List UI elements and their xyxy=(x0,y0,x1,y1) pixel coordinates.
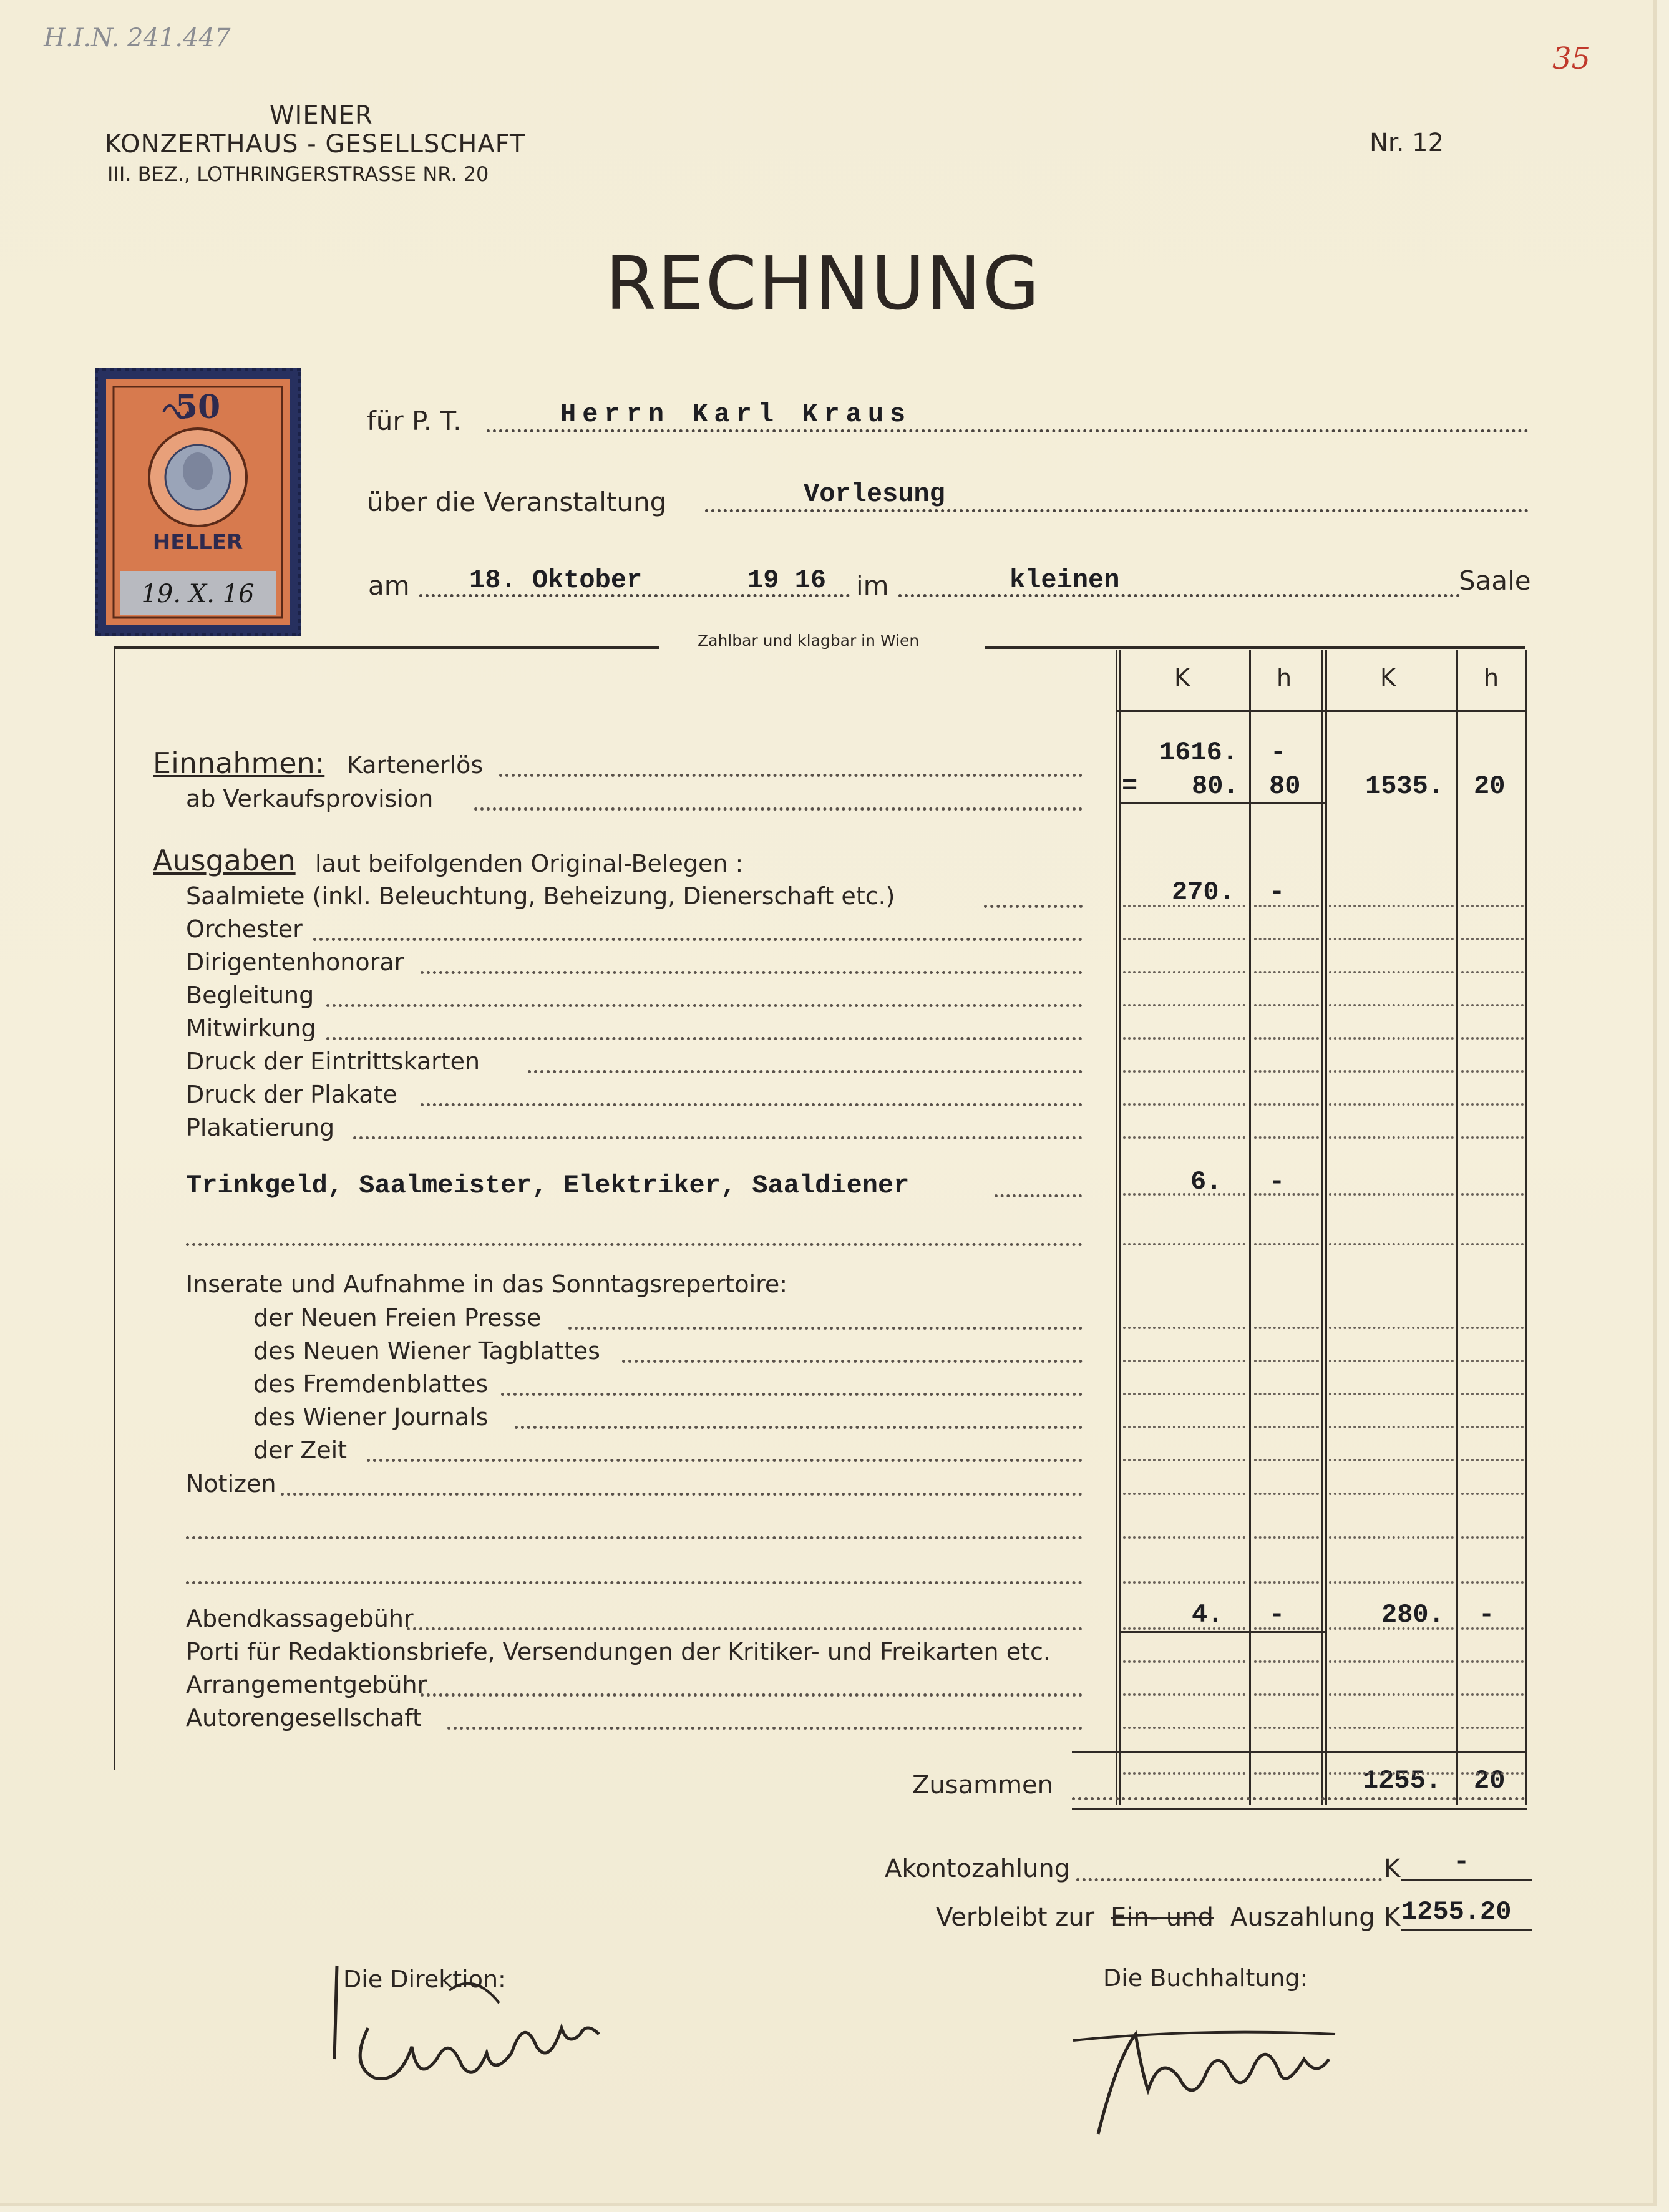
income-k2: 1535. xyxy=(1365,771,1444,801)
income-heading: Einnahmen: xyxy=(153,746,325,780)
col-header-k2: K xyxy=(1380,664,1396,691)
blank-row-dots xyxy=(186,1581,1083,1584)
income-prefix: = xyxy=(1122,771,1138,801)
later-row-k1: 4. xyxy=(1192,1600,1224,1630)
stamp-unit-text: HELLER xyxy=(152,530,243,555)
col-dots xyxy=(1254,1693,1319,1696)
col-dots xyxy=(1254,1536,1319,1539)
col-dots xyxy=(1123,1772,1245,1775)
later-row-label: Abendkassagebühr xyxy=(186,1605,414,1632)
col-dots xyxy=(1254,1037,1319,1040)
inserate-heading: Inserate und Aufnahme in das Sonntagsrepertoire: xyxy=(186,1270,788,1298)
col-dots xyxy=(1329,1103,1454,1106)
row-dots xyxy=(421,971,1083,974)
row-dots xyxy=(447,1727,1083,1730)
col-dots xyxy=(1329,1193,1454,1196)
col-dots xyxy=(1254,1426,1319,1428)
col-dots xyxy=(1123,1004,1245,1006)
room-suffix: Saale xyxy=(1459,565,1531,596)
room-rule xyxy=(898,594,1460,597)
date-label: am xyxy=(368,570,410,601)
event-value: Vorlesung xyxy=(804,479,945,509)
col-dots xyxy=(1461,1459,1524,1461)
total-rule-top xyxy=(1072,1751,1527,1753)
frame-top-right xyxy=(985,646,1525,649)
col-dots xyxy=(1123,1243,1245,1245)
expense-row-label: Orchester xyxy=(186,915,303,943)
inserate-row-label: der Neuen Freien Presse xyxy=(253,1304,542,1332)
remaining-label: Verbleibt zur xyxy=(936,1903,1095,1932)
col-dots xyxy=(1461,938,1524,940)
col-dots xyxy=(1329,905,1454,907)
row-dots xyxy=(326,1004,1083,1007)
event-rule xyxy=(705,509,1529,512)
col-dots xyxy=(1123,1693,1245,1696)
col-line-1 xyxy=(1116,650,1117,1805)
expense-row-label: Druck der Plakate xyxy=(186,1081,397,1108)
advance-dots xyxy=(1076,1878,1382,1881)
col-dots xyxy=(1461,1103,1524,1106)
col-dots xyxy=(1461,1772,1524,1775)
income-row-label: Kartenerlös xyxy=(347,751,484,779)
col-dots xyxy=(1461,1360,1524,1362)
col-dots xyxy=(1123,1103,1245,1106)
expenses-heading-suffix: laut beifolgenden Original-Belegen : xyxy=(315,850,744,877)
document-title: RECHNUNG xyxy=(605,240,1041,326)
inserate-row-label: des Fremdenblattes xyxy=(253,1370,489,1398)
col-dots xyxy=(1254,1772,1319,1775)
expense-row-label: Saalmiete (inkl. Beleuchtung, Beheizung, Dienerschaft etc.) xyxy=(186,882,895,910)
expense-row-label: Mitwirkung xyxy=(186,1015,316,1042)
col-dots xyxy=(1123,1536,1245,1539)
col-dots xyxy=(1461,1727,1524,1729)
room-label: im xyxy=(856,570,889,601)
income-subtotal-rule xyxy=(1119,802,1325,804)
advance-currency: K xyxy=(1384,1854,1401,1883)
col-dots xyxy=(1461,1136,1524,1139)
col-dots xyxy=(1254,1136,1319,1139)
inserate-row-label: des Neuen Wiener Tagblattes xyxy=(253,1337,600,1365)
col-dots xyxy=(1123,1136,1245,1139)
row-dots xyxy=(326,1037,1083,1040)
col-dots xyxy=(1461,905,1524,907)
recipient-name: Herrn Karl Kraus xyxy=(560,399,912,429)
col-dots xyxy=(1254,1243,1319,1245)
col-dots xyxy=(1461,971,1524,973)
row-dots xyxy=(353,1136,1083,1139)
col-dots xyxy=(1329,1581,1454,1584)
typed-row-label: Trinkgeld, Saalmeister, Elektriker, Saaldiener xyxy=(186,1171,910,1201)
col-dots xyxy=(1254,971,1319,973)
inserate-row-label: des Wiener Journals xyxy=(253,1403,489,1431)
col-dots xyxy=(1123,1070,1245,1073)
col-line-3b xyxy=(1325,650,1327,1805)
col-dots xyxy=(1254,1581,1319,1584)
later-row-label: Porti für Redaktionsbriefe, Versendungen der Kritiker- und Freikarten etc. xyxy=(186,1638,1051,1665)
remaining-rule xyxy=(1401,1929,1532,1931)
row-dots xyxy=(622,1360,1083,1363)
column-header-rule xyxy=(1116,710,1527,712)
org-line2: KONZERTHAUS - GESELLSCHAFT xyxy=(105,130,526,158)
col-dots xyxy=(1461,1581,1524,1584)
col-dots xyxy=(1254,905,1319,907)
sum-label: Zusammen xyxy=(912,1771,1053,1800)
expense-row-label: Begleitung xyxy=(186,982,314,1009)
col-dots xyxy=(1254,1627,1319,1630)
col-dots xyxy=(1329,1004,1454,1006)
income-h1: 80 xyxy=(1269,771,1301,801)
col-line-5 xyxy=(1525,650,1527,1805)
col-dots xyxy=(1329,1243,1454,1245)
col-dots xyxy=(1329,1772,1454,1775)
row-dots xyxy=(568,1327,1083,1330)
blank-row-dots xyxy=(186,1536,1083,1539)
row-dots xyxy=(528,1070,1083,1073)
row-dots xyxy=(501,1393,1083,1396)
sum-dots xyxy=(1072,1797,1525,1800)
col-dots xyxy=(1329,1693,1454,1696)
col-dots xyxy=(1254,1327,1319,1329)
col-dots xyxy=(1123,1581,1245,1584)
col-dots xyxy=(1254,1070,1319,1073)
expense-row-h1: - xyxy=(1269,877,1285,907)
income-k1: 80. xyxy=(1192,771,1239,801)
col-dots xyxy=(1123,1393,1245,1395)
org-line1: WIENER xyxy=(270,101,373,130)
col-dots xyxy=(1329,971,1454,973)
row-dots xyxy=(313,938,1083,941)
event-label: über die Veranstaltung xyxy=(367,487,667,517)
col-dots xyxy=(1123,1037,1245,1040)
stamp-portrait-head xyxy=(183,452,213,490)
col-dots xyxy=(1329,1426,1454,1428)
invoice-number: Nr. 12 xyxy=(1370,129,1444,157)
row-dots xyxy=(367,1459,1083,1462)
col-dots xyxy=(1254,1004,1319,1006)
col-dots xyxy=(1254,1493,1319,1495)
date-value: 18. Oktober xyxy=(469,565,643,595)
remaining-currency: K xyxy=(1384,1903,1401,1932)
sum-h: 20 xyxy=(1474,1766,1506,1796)
col-dots xyxy=(1461,1004,1524,1006)
col-dots xyxy=(1123,1493,1245,1495)
col-dots xyxy=(1123,1193,1245,1196)
col-dots xyxy=(1461,1327,1524,1329)
expense-row-k1: 270. xyxy=(1172,877,1235,907)
col-dots xyxy=(1254,1360,1319,1362)
col-dots xyxy=(1254,1103,1319,1106)
row-dots xyxy=(421,1103,1083,1106)
advance-value: - xyxy=(1454,1847,1470,1877)
col-dots xyxy=(1254,1727,1319,1729)
col-header-h1: h xyxy=(1277,664,1292,691)
col-dots xyxy=(1123,1727,1245,1729)
col-dots xyxy=(1461,1426,1524,1428)
col-dots xyxy=(1329,1327,1454,1329)
col-dots xyxy=(1329,1136,1454,1139)
col-dots xyxy=(1329,1393,1454,1395)
row-dots xyxy=(995,1194,1082,1197)
advance-rule xyxy=(1401,1879,1532,1881)
direction-label: Die Direktion: xyxy=(343,1966,506,1993)
later-row-label: Arrangementgebühr xyxy=(186,1671,427,1698)
col-dots xyxy=(1254,1459,1319,1461)
blank-row-dots xyxy=(186,1243,1083,1246)
col-dots xyxy=(1461,1393,1524,1395)
income-h1: - xyxy=(1270,738,1287,767)
col-dots xyxy=(1329,938,1454,940)
direction-signature xyxy=(324,1953,661,2140)
expense-row-label: Dirigentenhonorar xyxy=(186,948,404,976)
col-dots xyxy=(1329,1070,1454,1073)
col-header-h2: h xyxy=(1484,664,1499,691)
row-dots xyxy=(421,1693,1083,1697)
later-row-h1: - xyxy=(1269,1600,1285,1630)
recipient-label: für P. T. xyxy=(367,406,462,436)
room-value: kleinen xyxy=(1010,565,1120,595)
col-dots xyxy=(1461,1660,1524,1663)
row-dots xyxy=(515,1426,1083,1429)
year-value: 19 16 xyxy=(747,565,827,595)
stamp-cancel-date: 19. X. 16 xyxy=(141,580,255,608)
expenses-heading: Ausgaben xyxy=(153,844,296,877)
row-dots xyxy=(474,807,1083,811)
total-rule-bottom xyxy=(1072,1808,1527,1810)
recipient-rule xyxy=(487,429,1529,432)
archive-mark: H.I.N. 241.447 xyxy=(44,24,231,52)
col-dots xyxy=(1329,1360,1454,1362)
later-row-k2: 280. xyxy=(1381,1600,1444,1630)
income-row-label: ab Verkaufsprovision xyxy=(186,785,434,812)
inserate-row-label: der Zeit xyxy=(253,1436,348,1464)
income-k1: 1616. xyxy=(1159,738,1238,767)
frame-left xyxy=(114,646,115,1770)
col-dots xyxy=(1461,1037,1524,1040)
col-dots xyxy=(1329,1037,1454,1040)
col-dots xyxy=(1254,1660,1319,1663)
col-dots xyxy=(1123,1327,1245,1329)
col-dots xyxy=(1461,1493,1524,1495)
col-dots xyxy=(1123,1426,1245,1428)
col-dots xyxy=(1254,1193,1319,1196)
later-row-h2: - xyxy=(1479,1600,1495,1630)
row-dots xyxy=(407,1627,1083,1630)
stamp-value-text: 50 xyxy=(175,388,221,426)
income-h2: 20 xyxy=(1474,771,1506,801)
accounting-signature xyxy=(1048,1972,1373,2159)
col-dots xyxy=(1461,1243,1524,1245)
expenses-subtotal-rule xyxy=(1119,1631,1325,1633)
col-dots xyxy=(1123,971,1245,973)
remaining-value: 1255.20 xyxy=(1401,1897,1512,1927)
remaining-label2: Auszahlung xyxy=(1230,1903,1375,1932)
col-dots xyxy=(1123,1660,1245,1663)
col-dots xyxy=(1329,1536,1454,1539)
later-row-label: Autorengesellschaft xyxy=(186,1704,422,1732)
row-dots xyxy=(984,905,1083,908)
col-dots xyxy=(1461,1693,1524,1696)
col-header-k1: K xyxy=(1174,664,1190,691)
expense-row-label: Plakatierung xyxy=(186,1114,335,1141)
col-dots xyxy=(1329,1493,1454,1495)
frame-top-left xyxy=(114,646,659,649)
payable-note: Zahlbar und klagbar in Wien xyxy=(698,631,920,650)
accounting-label: Die Buchhaltung: xyxy=(1103,1964,1308,1992)
typed-row-k1: 6. xyxy=(1190,1167,1222,1197)
col-dots xyxy=(1123,1459,1245,1461)
col-line-4 xyxy=(1456,650,1458,1805)
col-dots xyxy=(1123,1627,1245,1630)
typed-row-h1: - xyxy=(1269,1167,1285,1197)
notizen-label: Notizen xyxy=(186,1470,276,1498)
remaining-struck: Ein- und xyxy=(1111,1903,1214,1932)
col-dots xyxy=(1123,1360,1245,1362)
row-dots xyxy=(499,774,1083,777)
row-dots xyxy=(281,1493,1083,1496)
col-dots xyxy=(1461,1070,1524,1073)
col-dots xyxy=(1123,938,1245,940)
col-dots xyxy=(1329,1727,1454,1729)
revenue-stamp xyxy=(95,368,301,636)
advance-label: Akontozahlung xyxy=(885,1854,1071,1883)
col-dots xyxy=(1461,1193,1524,1196)
col-dots xyxy=(1461,1536,1524,1539)
col-dots xyxy=(1254,1393,1319,1395)
sum-k: 1255. xyxy=(1363,1766,1442,1796)
col-dots xyxy=(1329,1660,1454,1663)
org-address: III. BEZ., LOTHRINGERSTRASSE NR. 20 xyxy=(107,162,489,186)
col-dots xyxy=(1329,1459,1454,1461)
folio-number: 35 xyxy=(1552,41,1591,76)
col-dots xyxy=(1254,938,1319,940)
expense-row-label: Druck der Eintrittskarten xyxy=(186,1048,480,1075)
